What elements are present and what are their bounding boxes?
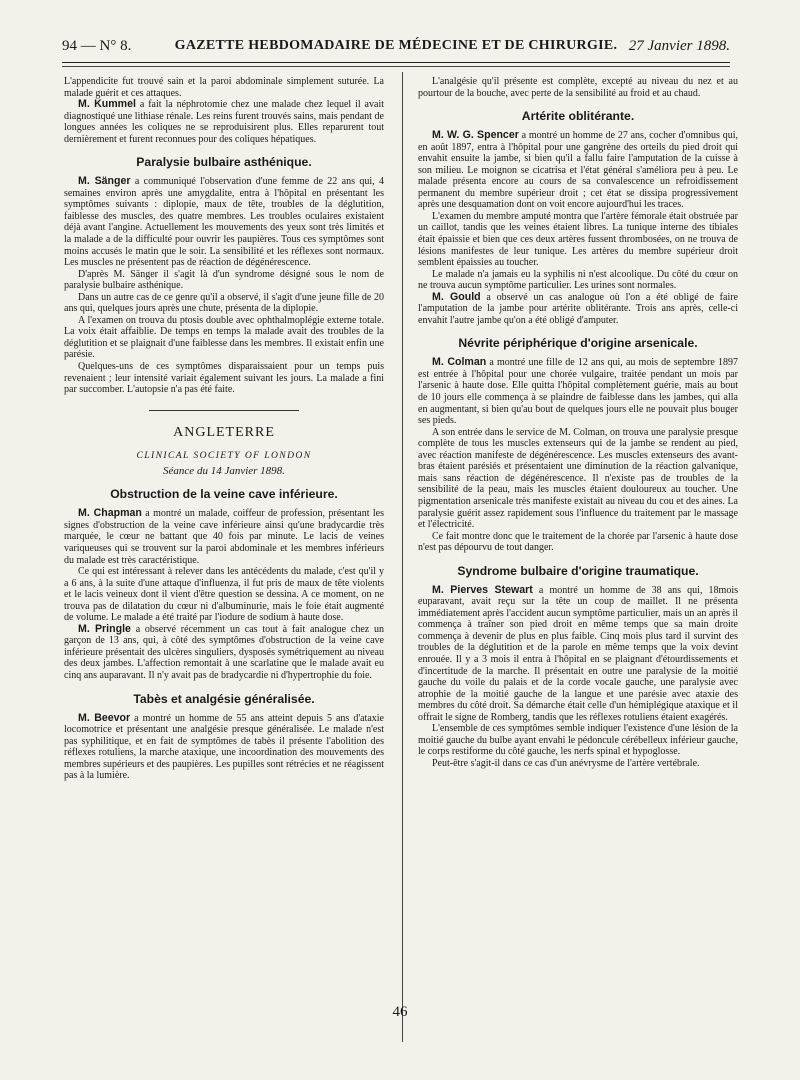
paragraph-text: a communiqué l'observation d'une femme de 22 ans qui, 4 semaines environ après une amygdalite, entra à l'hôpital en présentant les symptômes suivants : diplopie, maux de tête, troubles de la déglutition, faiblesse des muscles, des quatre membres. Les troubles oculaires existaient déjà avant l'angine. Actuellement les mouvements des yeux sont très limités et la malade a de la difficulté pour ouvrir les paupières. Tous ces symptômes sont moins accusés le matin que le soir. La sensibilité et les réflexes sont normaux. Les muscles ne présentent pas de réaction de dégénérescence. bbox=[64, 176, 384, 269]
paragraph-text: a observé un cas analogue où l'on a été obligé de faire l'amputation de la jambe pour artérite oblitérante. Trois ans après, celle-ci envahit l'autre jambe qu'on a été obligé d'amputer. bbox=[418, 291, 738, 326]
paragraph-chapman bbox=[64, 508, 384, 566]
author-name: M. Sänger bbox=[78, 175, 131, 188]
running-header bbox=[62, 38, 730, 62]
society-name: CLINICAL SOCIETY OF LONDON bbox=[136, 450, 312, 462]
section-heading-obstruction: Obstruction de la veine cave inférieure. bbox=[110, 487, 338, 502]
header-date: 27 Janvier 1898. bbox=[628, 38, 730, 54]
paragraph: Ce fait montre donc que le traitement de la chorée par l'arsenic à haute dose n'est pas dépourvu de tout danger. bbox=[418, 530, 738, 554]
paragraph-sanger bbox=[64, 176, 384, 268]
session-date: Séance du 14 Janvier 1898. bbox=[163, 464, 285, 477]
column-divider bbox=[402, 72, 403, 1042]
author-name: M. Pringle bbox=[78, 622, 131, 635]
paragraph-gould bbox=[418, 292, 738, 327]
paragraph-stewart bbox=[418, 585, 738, 724]
author-name: M. Gould bbox=[432, 290, 481, 303]
page-number: 46 bbox=[392, 1004, 408, 1020]
section-heading-arterite: Artérite oblitérante. bbox=[521, 109, 635, 124]
paragraph: A l'examen on trouva du ptosis double avec ophthalmoplégie externe totale. La voix était affaiblie. De temps en temps la malade avait des troubles de la déglutition et se plaignait d'une faiblesse dans les membres. Il existait enfin une parésie. bbox=[64, 314, 384, 361]
section-heading-nevrite: Névrite périphérique d'origine arsenicale. bbox=[458, 336, 698, 351]
author-name: M. Pierves Stewart bbox=[432, 583, 533, 596]
section-divider bbox=[149, 410, 299, 411]
section-heading-tabes: Tabès et analgésie généralisée. bbox=[133, 691, 315, 706]
paragraph-text: a montré un malade, coiffeur de profession, présentant les signes d'obstruction de la veine cave inférieure ainsi qu'une bradycardie très marquée, le cœur ne battant que 40 fois par minute. Le lacis de veines variqueuses qui se trouvent sur la paroi abdominale et les membres inférieurs du malade est très caractéristique. bbox=[64, 508, 384, 566]
paragraph: Ce qui est intéressant à relever dans les antécédents du malade, c'est qu'il y a 6 ans, à la suite d'une attaque d'influenza, il fut pris de maux de tête violents et le lacis veineux dont il vient d'être question se dessina. A ce moment, on ne trouva pas de dilatation du cœur ni d'albuminurie, mais le foie était augmenté de volume. Le malade a été traité par l'iodure de sodium à haute dose. bbox=[64, 566, 384, 624]
header-rule bbox=[62, 62, 730, 63]
paragraph: Quelques-uns de ces symptômes disparaissaient pour un temps puis revenaient ; leur intensité variait également suivant les jours. La malade a fini par succomber. L'autopsie n'a pas été faite. bbox=[64, 361, 384, 396]
paragraph: Dans un autre cas de ce genre qu'il a observé, il s'agit d'une jeune fille de 20 ans qui, quelques jours après une chute, présenta de la diplopie. bbox=[64, 291, 384, 315]
paragraph-pringle bbox=[64, 624, 384, 682]
author-name: M. Beevor bbox=[78, 711, 131, 724]
paragraph-colman bbox=[418, 357, 738, 426]
header-journal-title: GAZETTE HEBDOMADAIRE DE MÉDECINE ET DE CHIRURGIE. bbox=[174, 38, 618, 53]
paragraph-text: a fait la néphrotomie chez une malade chez lequel il avait diagnostiqué une lithiase rénale. Les reins furent trouvés sains, mais pendant de longues années les coliques ne se reproduisirent plus. Elles reparurent tout dernièrement et furent reconnues pour des coliques hépatiques. bbox=[64, 99, 384, 145]
section-heading-syndrome: Syndrome bulbaire d'origine traumatique. bbox=[457, 563, 699, 578]
author-name: M. Kummel bbox=[78, 98, 136, 111]
header-issue: 94 — N° 8. bbox=[62, 38, 132, 54]
paragraph: Le malade n'a jamais eu la syphilis ni n'est alcoolique. Du côté du cœur on ne trouva aucun symptôme particulier. Les urines sont normales. bbox=[418, 268, 738, 292]
paragraph-kummel bbox=[64, 99, 384, 145]
left-column bbox=[64, 76, 384, 782]
paragraph: D'après M. Sänger il s'agit là d'un syndrome désigné sous le nom de paralysie bulbaire asthénique. bbox=[64, 268, 384, 292]
paragraph: L'analgésie qu'il présente est complète, excepté au niveau du nez et au pourtour de la bouche, avec perte de la sensibilité au froid et au chaud. bbox=[418, 76, 738, 99]
paragraph: L'examen du membre amputé montra que l'artère fémorale était obstruée par un caillot, tandis que les veines étaient libres. La tunique interne des tibiales était épaissie et bien que ces deux artères fussent thrombosées, on ne trouva de lésions manifestes de leur tunique. Les artères du membre supérieur droit semblent épaissies au toucher. bbox=[418, 210, 738, 269]
header-rule-thin bbox=[62, 66, 730, 67]
paragraph-text: a montré une fille de 12 ans qui, au mois de septembre 1897 est entrée à l'hôpital pour une chorée vulgaire, traitée pendant un mois par l'arsenic à haute dose. Elle quitta l'hôpital complètement guérie, mais au bout de 10 jours elle commença à se plaindre de faiblesse dans les jambes, qui alla en augmentant, si bien qu'au bout de quelques jours elle ne pouvait plus bouger ses pieds. bbox=[418, 357, 738, 427]
paragraph-text: a observé récemment un cas tout à fait analogue chez un garçon de 13 ans, qui, à côté des symptômes d'obstruction de la veine cave inférieure présentait des ulcères singuliers, dysposés symétriquement au niveau des deux jambes. L'affection remontait à une scarlatine que le malade avait eu cinq ans auparavant. Il n'y avait pas de bradycardie ni d'hypertrophie du foie. bbox=[64, 623, 384, 681]
author-name: M. W. G. Spencer bbox=[432, 129, 519, 142]
paragraph: L'appendicite fut trouvé sain et la paroi abdominale simplement suturée. La malade guérit et ces attaques. bbox=[64, 76, 384, 99]
paragraph: L'ensemble de ces symptômes semble indiquer l'existence d'une lésion de la moitié gauche du bulbe ayant envahi le pédoncule cérébelleux inférieur gauche, le corps restiforme du côté gauche, les nerfs spinal et hypoglosse. bbox=[418, 723, 738, 758]
paragraph: Peut-être s'agit-il dans ce cas d'un anévrysme de l'artère vertébrale. bbox=[432, 757, 700, 769]
section-heading-paralysie: Paralysie bulbaire asthénique. bbox=[136, 155, 312, 170]
paragraph-text: a montré un homme de 38 ans qui, 18mois euparavant, avait reçu sur la tête un coup de maillet. Il ne présenta immédiatement après l'accident aucun symptôme particulier, mais un an après il commença à traîner son pied droit en même temps que sa main droite commença à devenir de plus en plus faible. Cinq mois plus tard il survint des troubles de la déglutition et de la parole en même temps que la voix devint enrouée. Il y a 3 mois il entra à l'hôpital en se plaignant d'étourdissements et d'incertitude de la marche. Il présentait en outre une paralysie de la moitié gauche du voile du palais et de la corde vocale gauche, une paralysie avec atrophie de la moitié gauche de la langue et une parésie avec ataxie des membres du côté droit. Sa démarche était celle d'un hémiplégique ataxique et il offrait le signe de Romberg, tandis que les réflexes rotuliens étaient exagérés. bbox=[418, 584, 738, 723]
author-name: M. Colman bbox=[432, 356, 487, 369]
paragraph-text: a montré un homme de 27 ans, cocher d'omnibus qui, en août 1897, entra à l'hôpital pour une gangrène des orteils du pied droit qui envahit ensuite la jambe, si bien qu'il a fallu faire l'amputation de la cuisse à son milieu. Le moignon se cicatrisa et l'état général s'améliora peu à peu. Le malade présenta encore au cours de sa convalescence un refroidissement permanent du membre supérieur droit ; cet état se dissipa progressivement après une desquamation dont on voit encore aujourd'hui les traces. bbox=[418, 130, 739, 211]
paragraph-spencer bbox=[418, 130, 738, 211]
right-column bbox=[418, 76, 738, 769]
paragraph-beevor bbox=[64, 713, 384, 782]
paragraph-text: a montré un homme de 55 ans atteint depuis 5 ans d'ataxie locomotrice et présentant une analgésie presque généralisée. Le malade n'est pas syphilitique, et en fait de symptômes de tabès il présente l'abolition des réflexes rotuliens, la marche ataxique, une incoordination des mouvements des membres supérieurs et des paupières. Les pupilles sont rétrécies et ne réagissent pas à la lumière. bbox=[64, 712, 384, 782]
country-heading: ANGLETERRE bbox=[173, 424, 275, 440]
author-name: M. Chapman bbox=[78, 507, 142, 520]
paragraph: A son entrée dans le service de M. Colman, on trouva une paralysie presque complète de tous les muscles extenseurs qui de la jambe se rendent au pied, avec réaction manifeste de dégénérescence. Les muscles extenseurs des avant-bras étaient parésiés et présentaient une diminution de la réaction galvanique, mais sans réaction de dégénérescence. Il n'existe pas de troubles de la sensibilité de la peau, mais les muscles étaient douloureux au toucher. Une pigmentation arsenicale très manifeste existait au niveau du cou et des aines. La paralysie guérit assez rapidement sous l'influence du traitement par le massage et l'électricité. bbox=[418, 426, 738, 531]
